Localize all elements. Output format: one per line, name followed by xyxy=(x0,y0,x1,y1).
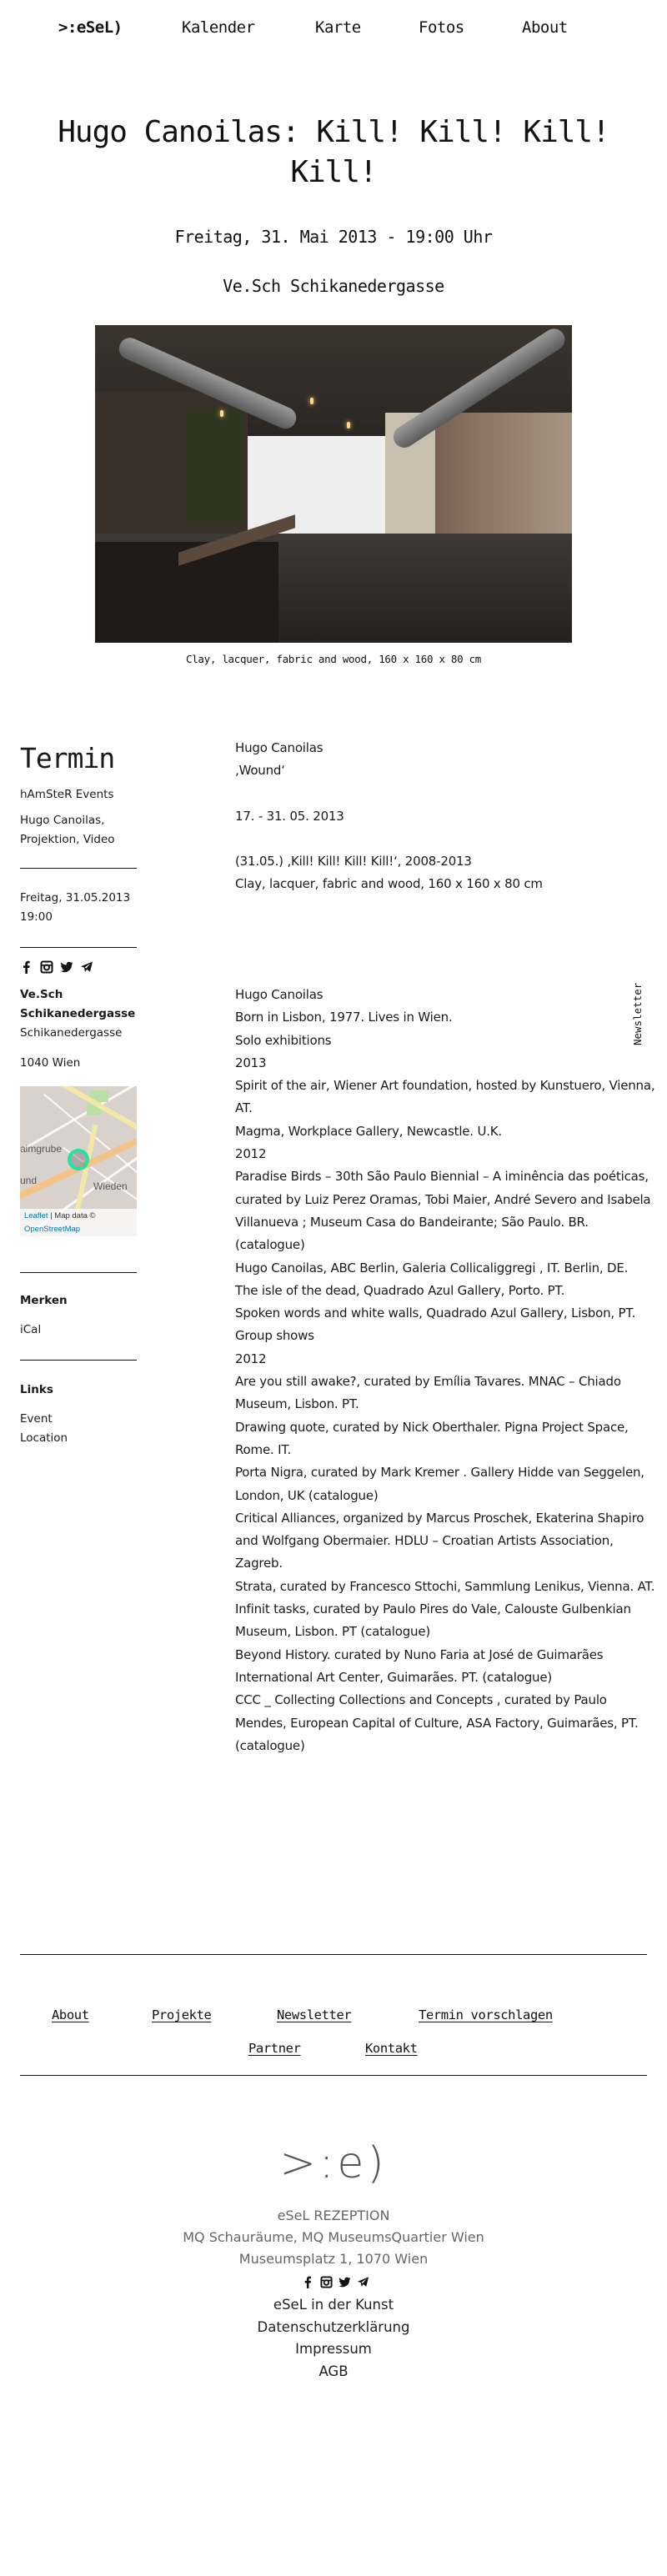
location-link[interactable]: Location xyxy=(20,1431,68,1445)
map-label: Wieden xyxy=(93,1180,128,1192)
bio-line: Born in Lisbon, 1977. Lives in Wien. xyxy=(235,1010,453,1025)
spacer xyxy=(235,783,660,805)
footer-partner-link[interactable]: Partner xyxy=(248,2041,301,2056)
bio-line: Hugo Canoilas xyxy=(235,987,323,1002)
venue-city: 1040 Wien xyxy=(20,1056,81,1070)
divider xyxy=(20,1360,137,1361)
map-label: und xyxy=(20,1175,38,1186)
event-venue: Ve.Sch Schikanedergasse xyxy=(223,276,444,296)
divider xyxy=(20,947,137,948)
footer-datenschutz-link[interactable]: Datenschutzerklärung xyxy=(257,2318,410,2335)
footer-esel-in-der-kunst-link[interactable]: eSeL in der Kunst xyxy=(273,2297,394,2313)
tag: Hugo Canoilas, xyxy=(20,814,105,827)
bio-line: 2013 xyxy=(235,1055,267,1070)
twitter-icon[interactable] xyxy=(339,2276,351,2288)
nav-kalender[interactable]: Kalender xyxy=(182,18,255,37)
bio-line: Strata, curated by Francesco Sttochi, Sammlung Lenikus, Vienna. AT. xyxy=(235,1578,655,1594)
bio-line: Are you still awake?, curated by Emília Tavares. MNAC – Chiado Museum, Lisbon. PT. xyxy=(235,1374,621,1412)
bio-line: Infinit tasks, curated by Paulo Pires do Vale, Calouste Gulbenkian Museum, Lisbon. PT (catalogue) xyxy=(235,1601,631,1640)
venue-street: Schikanedergasse xyxy=(20,1026,123,1040)
venue-block xyxy=(20,985,137,1073)
termin-sidebar xyxy=(20,742,137,948)
footer-org-name: eSeL REZEPTION xyxy=(277,2208,390,2223)
footer-address-line: MQ Schauräume, MQ MuseumsQuartier Wien xyxy=(183,2229,484,2245)
instagram-icon[interactable] xyxy=(40,960,53,974)
facebook-icon[interactable] xyxy=(20,960,33,974)
divider xyxy=(20,868,137,869)
instagram-icon[interactable] xyxy=(320,2276,333,2288)
footer-agb-link[interactable]: AGB xyxy=(318,2363,349,2379)
page-title: Hugo Canoilas: Kill! Kill! Kill! Kill! xyxy=(58,115,609,189)
bio-line: Group shows xyxy=(235,1328,314,1344)
twitter-icon[interactable] xyxy=(60,960,73,974)
ical-link[interactable]: iCal xyxy=(20,1323,42,1336)
footer-logo: >:e) xyxy=(279,2138,388,2188)
bio-line: 2012 xyxy=(235,1146,267,1162)
footer-projekte-link[interactable]: Projekte xyxy=(152,2007,212,2022)
bio-line: Critical Alliances, organized by Marcus Proschek, Ekaterina Shapiro and Wolfgang Obermaier. HDLU – Croatian Artists Association, Zagreb. xyxy=(235,1510,644,1571)
event-link[interactable]: Event xyxy=(20,1412,53,1426)
footer-termin-vorschlagen-link[interactable]: Termin vorschlagen xyxy=(419,2007,553,2022)
nav-about[interactable]: About xyxy=(522,18,568,37)
map-label: aimgrube xyxy=(20,1143,63,1155)
photo-lamp xyxy=(310,398,313,404)
facebook-icon[interactable] xyxy=(302,2276,314,2288)
map-data-text: | Map data © xyxy=(48,1211,96,1220)
photo-caption: Clay, lacquer, fabric and wood, 160 x 160 x 80 cm xyxy=(185,653,482,665)
description-line: (31.05.) ‚Kill! Kill! Kill! Kill!‘, 2008-2013 xyxy=(235,853,472,869)
leaflet-link[interactable]: Leaflet xyxy=(24,1211,48,1220)
event-datetime: Freitag, 31. Mai 2013 - 19:00 Uhr xyxy=(174,227,493,247)
footer-newsletter-link[interactable]: Newsletter xyxy=(277,2007,352,2022)
bio-line: Beyond History. curated by Nuno Faria at José de Guimarães International Art Center, Guimarães. PT. (catalogue) xyxy=(235,1646,604,1685)
photo-lamp xyxy=(347,422,350,428)
nav-karte[interactable]: Karte xyxy=(315,18,361,37)
bio-line: The isle of the dead, Quadrado Azul Gallery, Porto. PT. xyxy=(235,1282,565,1298)
merken-block xyxy=(20,1272,137,1448)
sidebar-heading: Termin xyxy=(20,742,115,774)
description-line: Clay, lacquer, fabric and wood, 160 x 160 x 80 cm xyxy=(235,876,543,892)
links-heading: Links xyxy=(20,1383,53,1396)
nav-fotos[interactable]: Fotos xyxy=(419,18,464,37)
footer-divider xyxy=(20,1954,647,1955)
footer-address-line: Museumsplatz 1, 1070 Wien xyxy=(238,2251,429,2267)
merken-heading: Merken xyxy=(20,1294,68,1307)
bio-line: Porta Nigra, curated by Mark Kremer . Gallery Hidde van Seggelen, London, UK (catalogue) xyxy=(235,1465,644,1503)
footer-about-link[interactable]: About xyxy=(52,2007,89,2022)
footer-divider xyxy=(20,2075,647,2076)
map-marker[interactable] xyxy=(68,1149,89,1170)
bio-line: Spirit of the air, Wiener Art foundation, hosted by Kunstuero, Vienna, AT. xyxy=(235,1078,655,1116)
map-attribution xyxy=(20,1209,137,1236)
event-description xyxy=(235,737,660,895)
footer-kontakt-link[interactable]: Kontakt xyxy=(365,2041,418,2056)
bio-line: 2012 xyxy=(235,1351,267,1366)
photo-lamp xyxy=(220,410,223,417)
event-photo xyxy=(95,325,572,643)
share-bar xyxy=(20,959,112,975)
bio-line: Magma, Workplace Gallery, Newcastle. U.K. xyxy=(235,1123,502,1139)
newsletter-tab[interactable]: Newsletter xyxy=(631,982,644,1045)
osm-link[interactable]: OpenStreetMap xyxy=(24,1225,81,1234)
bio-line: Drawing quote, curated by Nick Oberthaler. Pigna Project Space, Rome. IT. xyxy=(235,1419,629,1457)
footer-social-icons xyxy=(300,2276,367,2293)
organizer: hAmSteR Events xyxy=(20,788,114,801)
telegram-icon[interactable] xyxy=(357,2276,369,2288)
description-line: Hugo Canoilas xyxy=(235,740,323,755)
bio-line: CCC _ Collecting Collections and Concepts , curated by Paulo Mendes, European Capital of Culture, ASA Factory, Guimarães, PT. (catalogue) xyxy=(235,1692,639,1753)
tag: Projektion, Video xyxy=(20,833,115,846)
divider xyxy=(20,1272,137,1273)
bio-line: Paradise Birds – 30th São Paulo Biennial – A iminência das poéticas, curated by Luiz Perez Oramas, Tobi Maier, André Severo and Isabela Villanueva ; Museum Casa do Bandeirante; São Paulo. BR. (catalogue) xyxy=(235,1169,651,1253)
footer-impressum-link[interactable]: Impressum xyxy=(295,2341,372,2357)
footer-address xyxy=(0,2205,667,2270)
artist-bio xyxy=(235,984,660,1757)
bio-line: Solo exhibitions xyxy=(235,1032,332,1048)
telegram-icon[interactable] xyxy=(80,960,93,974)
spacer xyxy=(235,828,660,850)
venue-street-bold: Schikanedergasse xyxy=(20,1007,136,1020)
venue-name[interactable]: Ve.Sch xyxy=(20,988,63,1001)
top-navigation xyxy=(0,18,667,43)
footer-links xyxy=(0,2294,667,2383)
sidebar-date: Freitag, 31.05.2013 xyxy=(20,891,131,905)
sidebar-time: 19:00 xyxy=(20,910,53,924)
location-map[interactable] xyxy=(20,1086,137,1236)
bio-line: Hugo Canoilas, ABC Berlin, Galeria Collicaliggregi , IT. Berlin, DE. xyxy=(235,1260,629,1275)
description-line: 17. - 31. 05. 2013 xyxy=(235,808,344,824)
description-line: ‚Wound‘ xyxy=(235,763,285,779)
photo-left-poster xyxy=(187,408,245,525)
bio-line: Spoken words and white walls, Quadrado Azul Gallery, Lisbon, PT. xyxy=(235,1306,636,1321)
site-logo-link[interactable]: >:eSeL) xyxy=(58,18,123,37)
